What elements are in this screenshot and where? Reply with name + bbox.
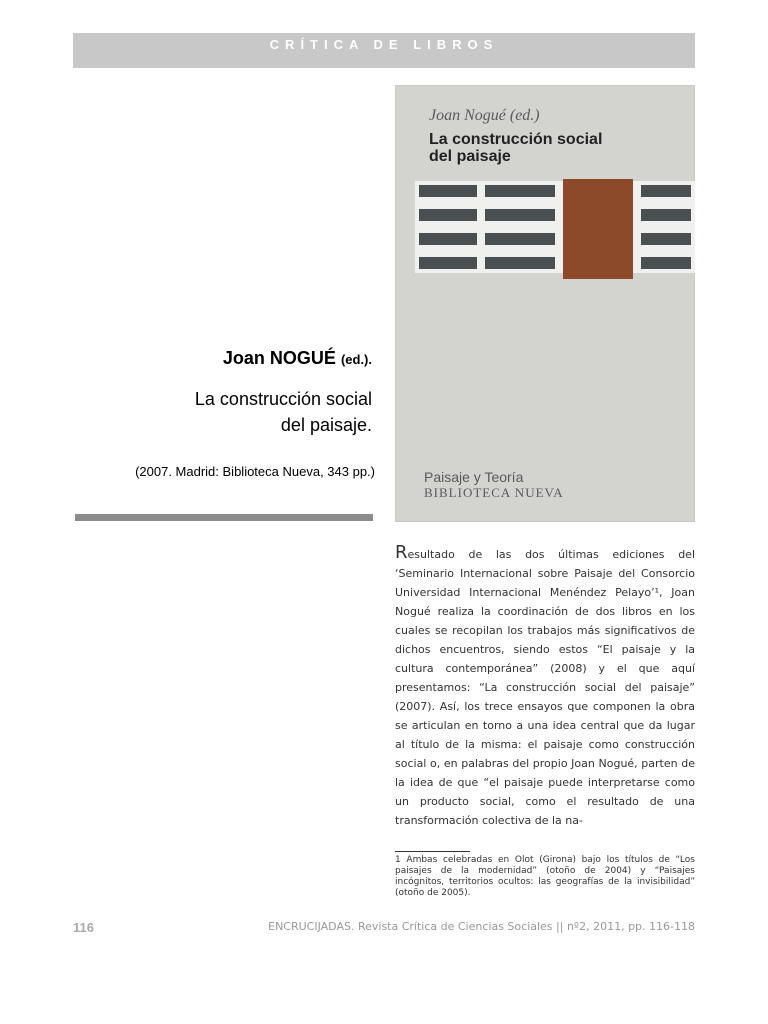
footnote-rule	[395, 851, 470, 852]
drop-cap: R	[395, 542, 408, 563]
book-title-line2: del paisaje.	[280, 415, 372, 435]
cover-title	[429, 131, 669, 165]
publication-details: (2007. Madrid: Biblioteca Nueva, 343 pp.)	[135, 464, 375, 479]
cover-editor: Joan Nogué (ed.)	[429, 107, 540, 124]
author-name: Joan NOGUÉ	[222, 348, 336, 368]
brick-tower	[563, 179, 633, 279]
review-body	[395, 543, 695, 830]
review-book-title	[0, 386, 372, 438]
book-cover-image	[395, 85, 695, 522]
book-title-line1: La construcción social	[194, 389, 372, 409]
review-author	[0, 348, 372, 369]
cover-series: Paisaje y Teoría	[424, 469, 524, 485]
author-suffix: (ed.).	[340, 352, 372, 367]
cover-title-line1: La construcción social	[429, 131, 603, 148]
journal-citation: ENCRUCIJADAS. Revista Crítica de Ciencias Sociales || nº2, 2011, pp. 116-118	[268, 920, 695, 933]
cover-building-photo	[415, 181, 695, 273]
cover-publisher: BIBLIOTECA NUEVA	[424, 485, 564, 500]
cover-title-line2: del paisaje	[429, 148, 511, 165]
page-number: 116	[73, 920, 94, 935]
divider-bar	[75, 514, 373, 521]
footnote: 1 Ambas celebradas en Olot (Girona) bajo los títulos de “Los paisajes de la modernidad” (otoño de 2004) y “Paisajes incógnitos, territorios ocultos: las geografías de la invisibilidad” (otoño de 2005).	[395, 855, 695, 898]
section-title: CRÍTICA DE LIBROS	[269, 37, 499, 52]
body-paragraph: esultado de las dos últimas ediciones del ‘Seminario Internacional sobre Paisaje del Consorcio Universidad Internacional Menéndez Pelayo’¹, Joan Nogué realiza la coordinación de dos libros en los cuales se recopilan los trabajos más significativos de dichos encuentros, siendo estos “El paisaje y la cultura contemporánea” (2008) y el que aquí presentamos: “La construcción social del paisaje” (2007). Así, los trece ensayos que componen la obra se articulan en torno a una idea central que da lugar al título de la misma: el paisaje como construcción social o, en palabras del propio Joan Nogué, parten de la idea de que “el paisaje puede interpretarse como un producto social, como el resultado de una transformación colectiva de la na-	[395, 548, 695, 827]
section-header-band	[73, 33, 695, 68]
